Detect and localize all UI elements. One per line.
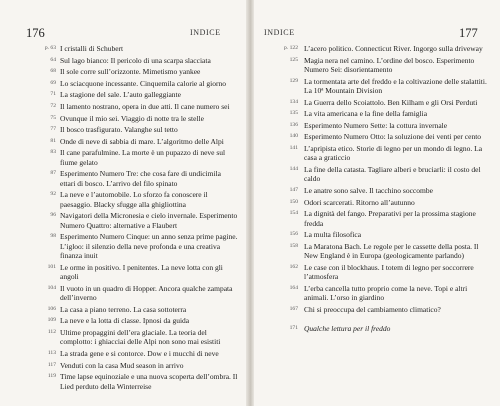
toc-entry-title: La strada gene e si contorce. Dow e i mucchi di neve bbox=[60, 348, 219, 358]
toc-page-number: 69 bbox=[50, 79, 56, 86]
toc-entry-title: La neve e l’automobile. Lo sforzo fa conoscere il paesaggio. Blacky sfugge alla ghigliottina bbox=[60, 190, 208, 209]
toc-page-number: 68 bbox=[50, 68, 56, 75]
toc-page-number: 106 bbox=[47, 305, 56, 312]
toc-entry bbox=[264, 284, 487, 303]
toc-entry bbox=[26, 316, 238, 325]
toc-entry-title: Lo sciacquone incessante. Cinquemila calorie al giorno bbox=[60, 78, 226, 88]
toc-page-number: 109 bbox=[47, 317, 56, 324]
toc-entry-title: Esperimento Numero Otto: la soluzione dei venti per cento bbox=[304, 132, 482, 142]
table-of-contents bbox=[264, 44, 487, 336]
toc-page-number: 135 bbox=[289, 110, 298, 117]
toc-entry-title: Qualche lettura per il freddo bbox=[304, 324, 391, 334]
toc-entry-title: La fine della catasta. Tagliare alberi e bruciarli: il costo del caldo bbox=[304, 164, 481, 184]
toc-page-number: 141 bbox=[289, 144, 298, 151]
toc-page-number: 87 bbox=[50, 170, 56, 177]
toc-entry bbox=[264, 109, 487, 118]
toc-entry-title: L’apripista etico. Storie di legno per un mondo di legno. La casa a graticcio bbox=[304, 143, 483, 163]
toc-entry-title: Esperimento Numero Sette: la cottura invernale bbox=[304, 120, 448, 130]
toc-entry-title: La dignità del fango. Preparativi per la prossima stagione fredda bbox=[304, 209, 476, 228]
page-number: 177 bbox=[459, 26, 478, 40]
toc-entry bbox=[26, 190, 238, 209]
toc-page-number: 162 bbox=[289, 263, 298, 270]
toc-page-number: 140 bbox=[289, 133, 298, 140]
page-number: 176 bbox=[26, 26, 45, 40]
toc-page-number: 171 bbox=[289, 325, 298, 332]
toc-entry bbox=[264, 230, 487, 239]
toc-entry bbox=[26, 114, 238, 123]
toc-entry-title: Time lapse equinoziale e una nuova scoperta dell’ombra. Il Lied perduto della Winterreise bbox=[60, 372, 238, 391]
toc-entry bbox=[26, 169, 238, 188]
toc-entry bbox=[26, 305, 238, 314]
toc-page-number: 112 bbox=[47, 328, 56, 335]
toc-entry bbox=[264, 56, 487, 75]
toc-entry bbox=[264, 77, 487, 96]
toc-entry-title: Navigatori della Micronesia e cielo invernale. Esperimento Numero Quattro: alternative a Flaubert bbox=[60, 211, 238, 230]
right-page bbox=[254, 0, 500, 406]
toc-entry-title: Il vuoto in un quadro di Hopper. Ancora qualche zampata dell’inverno bbox=[60, 283, 233, 303]
toc-page-number: 129 bbox=[289, 77, 298, 84]
toc-page-number: 98 bbox=[50, 233, 56, 240]
toc-page-number: 92 bbox=[50, 191, 56, 198]
toc-page-number: 150 bbox=[289, 198, 298, 205]
toc-page-number: 147 bbox=[289, 186, 298, 193]
toc-page-number: 113 bbox=[47, 349, 56, 356]
toc-page-number: 125 bbox=[289, 56, 298, 63]
toc-entry bbox=[26, 328, 238, 347]
toc-entry bbox=[264, 305, 487, 314]
toc-entry-title: La vita americana e la fine della famiglia bbox=[304, 109, 428, 119]
toc-entry-title: La Guerra dello Scoiattolo. Ben Kilham e gli Orsi Perduti bbox=[304, 97, 478, 107]
toc-page-number: 77 bbox=[50, 126, 56, 133]
toc-entry bbox=[26, 90, 238, 99]
toc-page-number: p. 122 bbox=[284, 45, 298, 51]
toc-entry-title: L’erba cancella tutto proprio come la neve. Topi e altri animali. L’orso in giardino bbox=[304, 283, 468, 303]
toc-entry bbox=[264, 144, 487, 163]
toc-page-number: 101 bbox=[47, 263, 56, 270]
toc-page-number: 156 bbox=[289, 231, 298, 238]
toc-entry bbox=[264, 44, 487, 53]
toc-entry-title: Onde di neve di sabbia di mare. L’algoritmo delle Alpi bbox=[60, 136, 224, 146]
toc-entry-title: Le case con il blockhaus. I totem di legno per soccorrere l’atmosfera bbox=[304, 262, 474, 282]
left-page bbox=[0, 0, 246, 406]
toc-entry bbox=[264, 242, 487, 261]
toc-entry-title: La multa filosofica bbox=[304, 230, 362, 240]
toc-page-number: 96 bbox=[50, 212, 56, 219]
toc-entry bbox=[264, 263, 487, 282]
toc-page-number: 81 bbox=[50, 137, 56, 144]
toc-entry bbox=[264, 98, 487, 107]
running-head: INDICE bbox=[190, 28, 221, 37]
toc-entry bbox=[264, 198, 487, 207]
toc-entry-title: Il sole corre sull’orizzonte. Mimetismo yankee bbox=[60, 67, 201, 77]
table-of-contents bbox=[26, 44, 238, 393]
toc-entry-title: Esperimento Numero Cinque: un anno senza prime pagine. L’igloo: il silenzio della neve profonda e una creativa finanza inuit bbox=[60, 232, 238, 261]
toc-entry-title: Le orme in positivo. I penitentes. La neve lotta con gli angoli bbox=[60, 262, 223, 282]
toc-entry-title: Esperimento Numero Tre: che cosa fare di undicimila ettari di bosco. L’arrivo del filo spinato bbox=[60, 169, 221, 188]
toc-entry bbox=[26, 148, 238, 167]
toc-entry-title: I cristalli di Schubert bbox=[60, 44, 124, 53]
toc-page-number: 104 bbox=[47, 284, 56, 291]
toc-entry bbox=[264, 165, 487, 184]
toc-entry bbox=[26, 44, 238, 53]
toc-entry bbox=[26, 349, 238, 358]
toc-entry bbox=[26, 372, 238, 391]
toc-entry bbox=[26, 284, 238, 303]
toc-page-number: 136 bbox=[289, 121, 298, 128]
toc-entry-title: Ultime propaggini dell’era glaciale. La teoria del complotto: i ghiacciai delle Alpi non sono mai esistiti bbox=[60, 327, 221, 347]
toc-entry-title: Il bosco trasfigurato. Valanghe sul tetto bbox=[60, 125, 178, 135]
toc-entry-title: Le anatre sono salve. Il tacchino soccombe bbox=[304, 185, 433, 195]
toc-entry-title: Il lamento nostrano, opera in due atti. Il cane numero sei bbox=[60, 101, 230, 111]
toc-entry bbox=[264, 121, 487, 130]
toc-entry bbox=[26, 137, 238, 146]
toc-entry-title: Sul lago bianco: Il pericolo di una scarpa slacciata bbox=[60, 55, 211, 65]
toc-entry bbox=[264, 209, 487, 228]
toc-page-number: 134 bbox=[289, 98, 298, 105]
toc-entry bbox=[26, 67, 238, 76]
toc-page-number: 158 bbox=[289, 242, 298, 249]
running-head: INDICE bbox=[264, 28, 295, 37]
toc-page-number: 164 bbox=[289, 284, 298, 291]
toc-entry bbox=[26, 211, 238, 230]
toc-entry bbox=[26, 361, 238, 370]
toc-page-number: 75 bbox=[50, 114, 56, 121]
toc-page-number: 72 bbox=[50, 102, 56, 109]
toc-entry-title: La tormentata arte del freddo e la coltivazione delle stalattiti. La 10ª Mountain Division bbox=[304, 76, 487, 95]
toc-spacer bbox=[264, 316, 487, 324]
toc-entry-title: La neve e la lotta di classe. Ipnosi da guida bbox=[60, 316, 190, 326]
toc-entry bbox=[26, 79, 238, 88]
toc-page-number: 64 bbox=[50, 56, 56, 63]
toc-entry-title: Ovunque il mio sei. Viaggio di notte tra le stelle bbox=[60, 113, 204, 123]
book-gutter bbox=[246, 0, 254, 406]
toc-entry-title: Magia nera nel camino. L’ordine del bosco. Esperimento Numero Sei: disorientamento bbox=[304, 55, 475, 74]
toc-entry bbox=[264, 132, 487, 141]
toc-entry-title: Chi si preoccupa del cambiamento climatico? bbox=[304, 304, 441, 314]
toc-entry-title: La Maratona Bach. Le regole per le cassette della posta. Il New England è in Europa (geologicamente parlando) bbox=[304, 241, 479, 261]
toc-entry bbox=[264, 186, 487, 195]
toc-page-number: 117 bbox=[47, 361, 56, 368]
toc-entry-title: La stagione del sale. L’auto galleggiante bbox=[60, 90, 181, 100]
toc-entry-title: Odori scarcerati. Ritorno all’autunno bbox=[304, 197, 415, 207]
toc-entry bbox=[26, 232, 238, 260]
toc-page-number: p. 63 bbox=[44, 45, 56, 51]
toc-entry bbox=[264, 324, 487, 333]
toc-page-number: 154 bbox=[289, 210, 298, 217]
toc-entry bbox=[26, 125, 238, 134]
toc-entry-title: Il cane parafulmine. La morte è un pupazzo di neve sul fiume gelato bbox=[60, 148, 226, 167]
toc-page-number: 144 bbox=[289, 165, 298, 172]
toc-page-number: 119 bbox=[47, 373, 56, 380]
toc-entry bbox=[26, 56, 238, 65]
toc-entry-title: L’acero politico. Connecticut River. Ingorgo sulla driveway bbox=[304, 44, 483, 53]
toc-entry bbox=[26, 102, 238, 111]
toc-page-number: 83 bbox=[50, 149, 56, 156]
toc-entry-title: Venduti con la casa Mud season in arrivo bbox=[60, 360, 184, 370]
toc-entry bbox=[26, 263, 238, 282]
toc-page-number: 71 bbox=[50, 91, 56, 98]
toc-entry-title: La casa a piano terreno. La casa sottoterra bbox=[60, 304, 187, 314]
toc-page-number: 167 bbox=[289, 305, 298, 312]
